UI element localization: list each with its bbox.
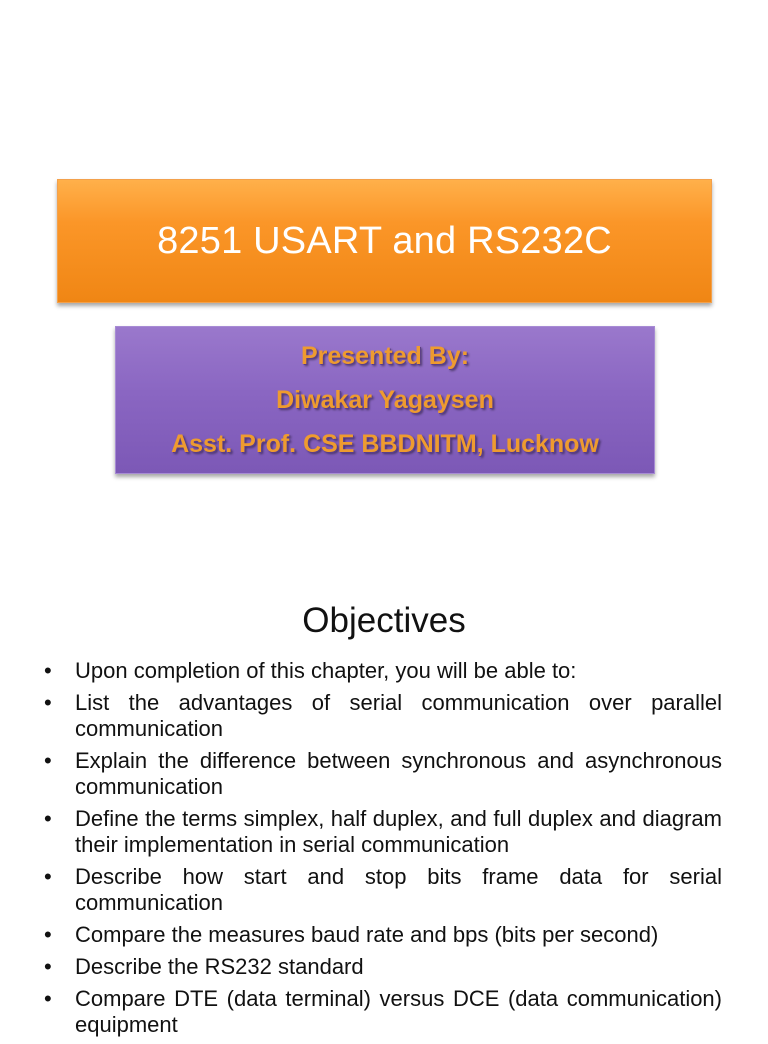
bullet-icon: • <box>44 806 52 831</box>
objectives-list <box>44 658 722 1044</box>
presenter-heading: Presented By: <box>300 342 470 370</box>
list-item <box>44 922 722 948</box>
bullet-icon: • <box>44 954 52 979</box>
list-item <box>44 864 722 916</box>
list-item <box>44 986 722 1038</box>
list-item <box>44 748 722 800</box>
objectives-slide <box>0 576 768 1037</box>
slide-title: 8251 USART and RS232C <box>157 219 612 262</box>
bullet-text: Compare the measures baud rate and bps (bits per second) <box>75 922 659 947</box>
bullet-icon: • <box>44 986 52 1011</box>
bullet-icon: • <box>44 864 52 889</box>
bullet-text: Compare DTE (data terminal) versus DCE (data communication) equipment <box>75 986 722 1037</box>
list-item <box>44 954 722 980</box>
bullet-text: Explain the difference between synchronous and asynchronous communication <box>75 748 722 799</box>
list-item <box>44 658 722 684</box>
bullet-icon: • <box>44 658 52 683</box>
title-banner <box>57 179 712 303</box>
bullet-text: Define the terms simplex, half duplex, and full duplex and diagram their implementation in serial communication <box>75 806 722 857</box>
bullet-icon: • <box>44 748 52 773</box>
bullet-text: List the advantages of serial communication over parallel communication <box>75 690 722 741</box>
objectives-title: Objectives <box>302 601 466 640</box>
bullet-text: Describe the RS232 standard <box>75 954 364 979</box>
bullet-text: Upon completion of this chapter, you will be able to: <box>75 658 577 683</box>
list-item <box>44 690 722 742</box>
presenter-affiliation: Asst. Prof. CSE BBDNITM, Lucknow <box>171 430 599 458</box>
presenter-name: Diwakar Yagaysen <box>276 386 494 414</box>
bullet-text: Describe how start and stop bits frame data for serial communication <box>75 864 722 915</box>
bullet-icon: • <box>44 690 52 715</box>
bullet-icon: • <box>44 922 52 947</box>
list-item <box>44 806 722 858</box>
presenter-banner <box>115 326 655 474</box>
